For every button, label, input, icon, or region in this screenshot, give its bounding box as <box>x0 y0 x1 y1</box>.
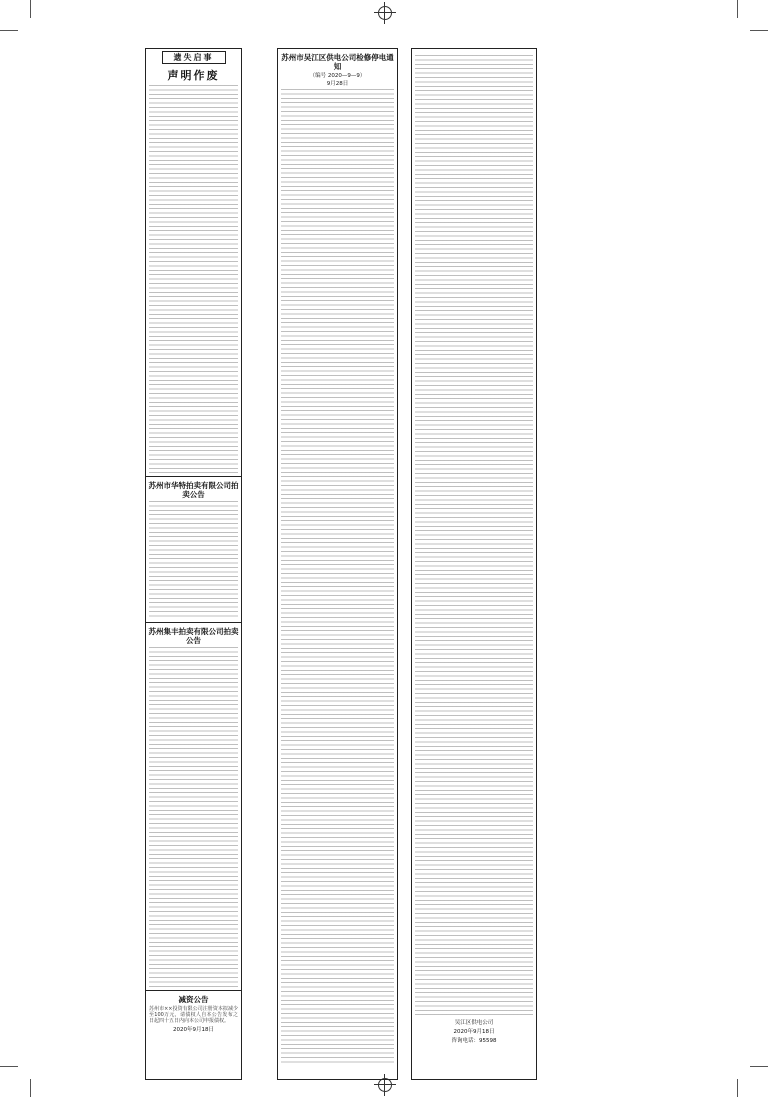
power-outage-notice-title: 苏州市吴江区供电公司检修停电通知 <box>281 53 394 71</box>
crop-mark <box>750 30 768 31</box>
auction-notice-1-title: 苏州市华特拍卖有限公司拍卖公告 <box>148 481 239 499</box>
right-notice-column <box>411 48 537 1080</box>
lost-notice-banner: 遗失启事 <box>162 51 226 64</box>
crop-mark <box>0 1066 18 1067</box>
auction-notice-2-text <box>149 647 238 987</box>
crop-mark <box>737 0 738 18</box>
divider <box>146 990 241 991</box>
issuer-signature: 吴江区供电公司 <box>454 1020 494 1026</box>
lost-notices-text <box>149 85 238 473</box>
registration-mark <box>378 6 392 20</box>
void-declaration-heading: 声明作废 <box>167 69 220 82</box>
outage-schedule-continued-text <box>415 55 533 1017</box>
registration-mark <box>378 1078 392 1092</box>
crop-mark <box>750 1066 768 1067</box>
auction-notice-1-text <box>149 501 238 619</box>
auction-notice-2-title: 苏州集丰拍卖有限公司拍卖公告 <box>148 627 239 645</box>
capital-reduction-text: 苏州市××投资有限公司注册资本拟减少至100万元，请债权人自本公告发布之日起四十五日内向本公司申报债权。 <box>149 1006 238 1025</box>
crop-mark <box>737 1079 738 1097</box>
crop-mark <box>0 30 18 31</box>
middle-notice-column <box>277 48 398 1080</box>
divider <box>146 476 241 477</box>
notice-date-line: 9月28日 <box>326 81 349 87</box>
divider <box>146 622 241 623</box>
left-notice-column <box>145 48 242 1080</box>
capital-reduction-title: 减资公告 <box>178 995 209 1004</box>
capital-reduction-date: 2020年9月18日 <box>173 1026 214 1033</box>
notice-number: （编号 2020—9—9） <box>309 73 366 79</box>
crop-mark <box>30 0 31 18</box>
contact-phone: 咨询电话：95598 <box>451 1038 497 1044</box>
crop-mark <box>30 1079 31 1097</box>
issue-date: 2020年9月18日 <box>453 1029 495 1035</box>
outage-schedule-text <box>281 89 394 1064</box>
